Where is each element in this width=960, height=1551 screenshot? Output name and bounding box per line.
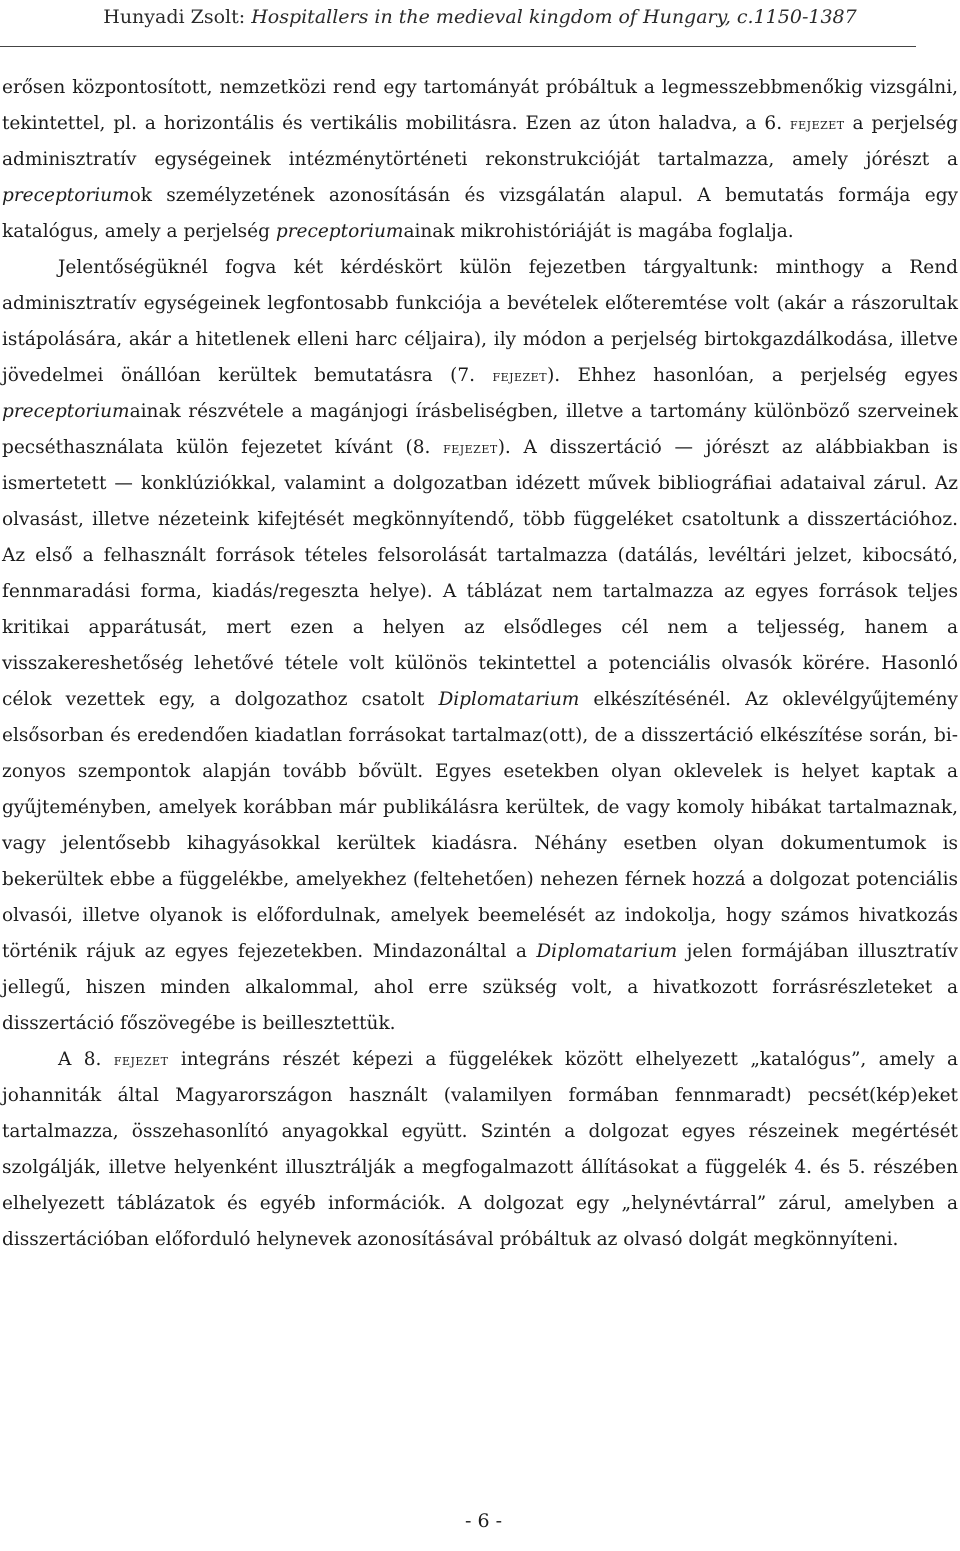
- text-run: integráns részét képezi a függelékek között elhelyezett „katalógus”, amely a johanniták által Magyarországon használt (valamilyen formában fennmaradt) pecsét(kép)eket tartalmazza, összehasonlító anyagokkal együtt. Szintén a dolgozat egyes részeinek megértését szolgálják, illetve helyenként illusztrálják a megfogalmazott állításokat a függelék 4. és 5. részében elhelyezett táblázatok és egyéb információk. A dolgozat egy „helynévtárral” zárul, amelyben a disszertációban előforduló helynevek azonosításával próbáltuk az olvasó dolgát megkönnyíteni.: [2, 1049, 958, 1250]
- italic-term: preceptorium: [2, 401, 130, 422]
- italic-term: preceptorium: [2, 185, 130, 206]
- paragraph-2: [2, 250, 958, 1042]
- paragraph-3: [2, 1042, 958, 1258]
- page-number-container: [0, 1510, 960, 1532]
- running-header: [0, 6, 960, 28]
- text-run: erősen központosított, nemzetközi rend egy tartományát próbáltuk a legmesszebbmenőkig vizsgálni, tekintettel, pl. a horizontális és vertikális mobilitásra. Ezen az úton haladva, a 6.: [2, 77, 958, 134]
- text-run: ok személyzetének azonosításán és vizsgálatán alapul. A bemutatás formája egy katalógus, amely a perjelség: [2, 185, 958, 242]
- text-run: Jelentőségüknél fogva két kérdéskört külön fejezetben tárgyaltunk: minthogy a Rend adminisztratív egységeinek legfontosabb funkciója a bevételek előteremtése volt (akár a rászorultak istápolására, akár a hitetlenek elleni harc céljaira), ily módon a perjelség birtokgazdálkodása, illetve jövedelmei önállóan kerültek bemutatásra (7.: [2, 257, 958, 386]
- header-title: Hospitallers in the medieval kingdom of Hungary, c.1150-1387: [251, 6, 857, 28]
- page-number: - 6 -: [464, 1510, 502, 1532]
- italic-term: preceptorium: [275, 221, 404, 242]
- text-run: a perjelség adminisztratív egységeinek intézménytörténeti rekonstrukcióját tartalmazza, amely jórészt a: [2, 113, 958, 170]
- chapter-ref: fejezet: [113, 1051, 169, 1069]
- header-rule: [0, 46, 916, 47]
- text-run: ainak mikrohistóriáját is magába foglalja.: [403, 221, 794, 242]
- paragraph-1: [2, 70, 958, 250]
- chapter-ref: fejezet: [443, 439, 498, 457]
- text-run: ). Ehhez hasonlóan, a perjelség egyes: [547, 365, 958, 386]
- body-text: [2, 70, 958, 1258]
- text-run: ). A disszertáció — jórészt az alábbiakban is ismertetett — konklúziókkal, valamint a dolgozatban idézett művek bibliográfiai adataival zárul. Az olvasást, illetve nézeteink kifejtését megkönnyítendő, több függeléket csatoltunk a disszertációhoz. Az első a felhasznált források tételes felsorolását tartalmazza (datálás, levéltári jelzet, kibocsátó, fennmaradási forma, kiadás/regeszta helye). A táblázat nem tartalmazza az egyes források teljes kritikai apparátusát, mert ezen a helyen az elsődleges cél nem a teljesség, hanem a visszakereshetőség lehetővé tétele volt különös tekintettel a potenciális olvasók körére. Hasonló célok vezettek egy, a dolgozathoz csatolt: [2, 437, 958, 710]
- italic-term: Diplomatarium: [438, 689, 580, 710]
- header-author: Hunyadi Zsolt:: [103, 6, 252, 28]
- chapter-ref: fejezet: [492, 367, 548, 385]
- chapter-ref: fejezet: [790, 115, 845, 133]
- text-run: ainak részvétele a magánjogi írásbeliségben, illetve a tartomány különböző szerveinek pecséthasználata külön fejezetet kívánt (8.: [2, 401, 958, 458]
- text-run: A 8.: [58, 1049, 114, 1070]
- text-run: elkészítésénél. Az oklevélgyűjtemény elsősorban és eredendően kiadatlan forrásokat tartalmaz(ott), de a disszertáció elkészítése során, bizonyos szempontok alapján tovább bővült. Egyes esetekben olyan oklevelek is helyet kaptak a gyűjteményben, amelyek korábban már publikálásra kerültek, de vagy komoly hibákat tartalmaznak, vagy jelentősebb kihagyásokkal kerültek kiadásra. Néhány esetben olyan dokumentumok is bekerültek ebbe a függelékbe, amelyekhez (feltehetően) nehezen férnek hozzá a dolgozat potenciális olvasói, illetve olyanok is előfordulnak, amelyek beemelését az indokolja, hogy számos hivatkozás történik rájuk az egyes fejezetekben. Mindazonáltal a: [2, 689, 958, 962]
- italic-term: Diplomatarium: [536, 941, 678, 962]
- text-run: jelen formájában illusztratív jellegű, hiszen minden alkalommal, ahol erre szükség volt, a hivatkozott forrásrészleteket a disszertáció főszövegébe is beillesztettük.: [2, 941, 959, 1034]
